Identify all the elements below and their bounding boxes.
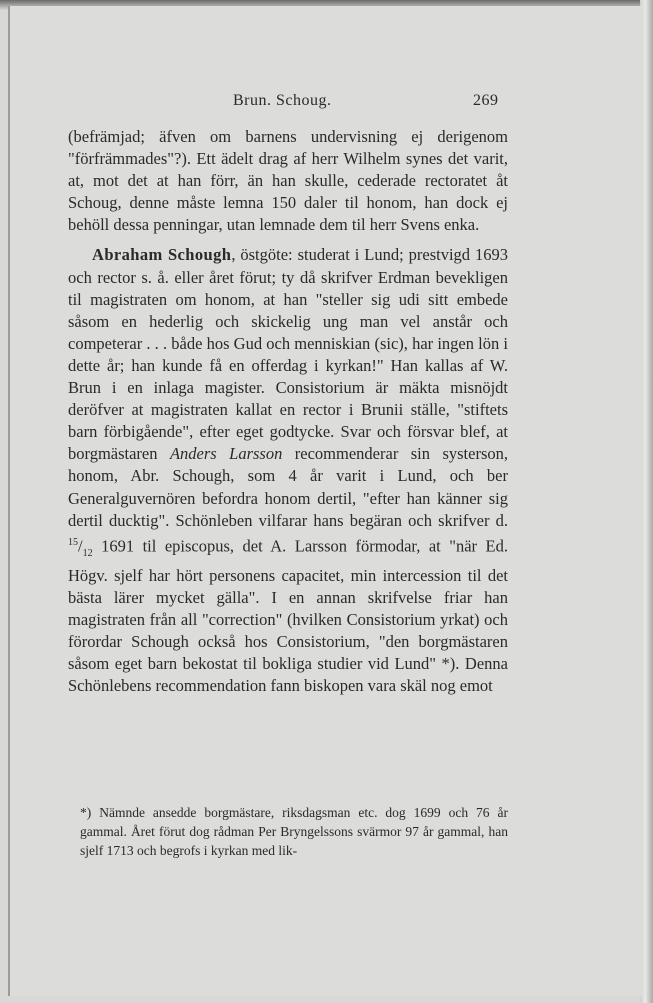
paragraph-2-text-1: , östgöte: studerat i Lund; prestvigd 1693 och rector s. å. eller året förut; ty då skrifver Erdman bevekligen til magistraten om honom, at han "steller sig udi sitt embede såsom en hederlig och skickelig ung man vel anstår och competerar . . . både hos Gud och menniskian (sic), har ingen lön i dette år; han kunde få en offerdag i kyrkan!" Han kallas af W. Brun i en inlaga magister. Consistorium är mäkta misnöjdt deröfver at magistraten kallat en rector i Brunii ställe, "stiftets barn förbigående", efter eget godtycke. Svar och försvar blef, at borgmästaren [68,245,508,464]
footnote-block [80,803,508,860]
main-text [68,126,508,697]
page-number: 269 [473,92,499,109]
date-day: 15 [68,536,78,548]
paragraph-2-text-3: 1691 til episcopus, det A. Larsson förmodar, at "när Ed. Högv. sjelf har hört personens capacitet, min intercession til det bästa lärer mycket gälla". I en annan skrifvelse friar han magistraten från all "correction" (hvilken Consistorium yrkat) och förordar Schough också hos Consistorium, "den borgmästaren såsom eget barn bekostat til bokliga studier vid Lund" *). Denna Schönlebens recommendation fann biskopen vara skäl nog emot [68,536,508,696]
paragraph-2-text-2: recommenderar sin systerson, honom, Abr. Schough, som 4 år varit i Lund, och ber Generalguvernören befordra honom dertil, "efter han känner sig dertil ducktig". Schönleben vilfarar hans begäran och skrifver d. [68,444,508,530]
paragraph-1: (befrämjad; äfven om barnens undervisning ej derigenom "förfrämmades"?). Ett ädelt drag af herr Wilhelm synes det varit, at, mot det at han förr, än han skulle, cederade rectoratet åt Schoug, denne måste lemna 150 daler til honom, han dock ej behöll dessa penningar, utan lemnade dem til herr Svens enka. [68,127,508,235]
person-name-heading: Abraham Schough [92,245,232,265]
footnote-text: *) Nämnde ansedde borgmästare, riksdagsman etc. dog 1699 och 76 år gammal. Året förut dog rådman Per Bryngelssons svärmor 97 år gammal, han sjelf 1713 och begrofs i kyrkan med lik- [80,805,508,858]
book-page [8,6,642,996]
running-header [10,90,642,114]
paragraph-2: Abraham Schough, östgöte: studerat i Lund; prestvigd 1693 och rector s. å. eller året förut; ty då skrifver Erdman bevekligen til magistraten om honom, at han "steller sig udi sitt embede såsom en hederlig och skickelig ung man vel anstår och competerar . . . både hos Gud och menniskian (sic), har ingen lön i dette år; han kunde få en offerdag i kyrkan!" Han kallas af W. Brun i en inlaga magister. Consistorium är mäkta misnöjdt deröfver at magistraten kallat en rector i Brunii ställe, "stiftets barn förbigående", efter eget godtycke. Svar och försvar blef, at borgmästaren Anders Larsson recommenderar sin systerson, honom, Abr. Schough, som 4 år varit i Lund, och ber Generalguvernören befordra honom dertil, "efter han känner sig dertil ducktig". Schönleben vilfarar hans begäran och skrifver d. $^{15}/_{12}$ 1691 til episcopus, det A. Larsson förmodar, at "när Ed. Högv. sjelf har hört personens capacitet, min intercession til det bästa lärer mycket gälla". I en annan skrifvelse friar han magistraten från all "correction" (hvilken Consistorium yrkat) och förordar Schough också hos Consistorium, "den borgmästaren såsom eget barn bekostat til bokliga studier vid Lund" *). Denna Schönlebens recommendation fann biskopen vara skäl nog emot [68,245,508,696]
italic-name: Anders Larsson [169,444,283,464]
running-title: Brun. Schoug. [233,92,332,109]
date-month: 12 [82,547,93,559]
